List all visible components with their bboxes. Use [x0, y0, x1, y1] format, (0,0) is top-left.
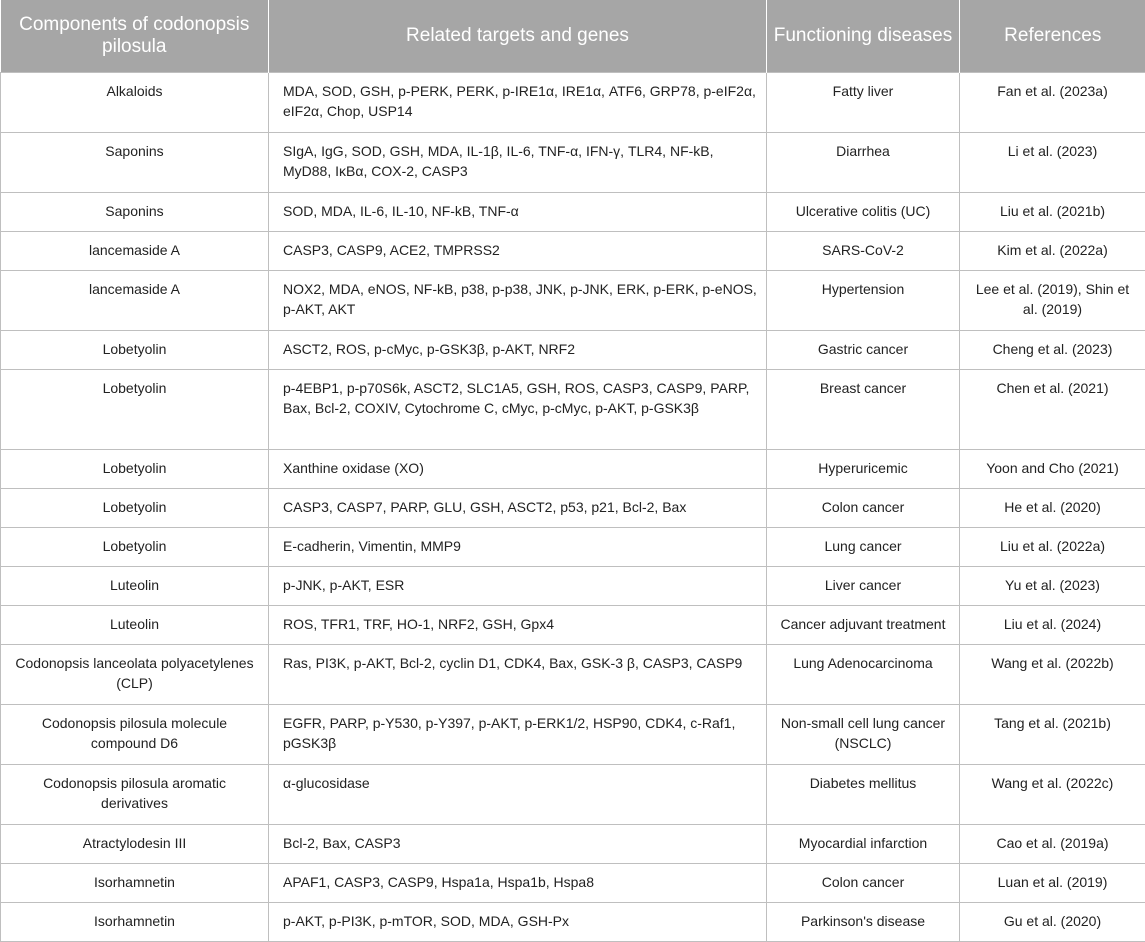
disease-cell: Colon cancer: [767, 864, 960, 903]
reference-cell: Liu et al. (2022a): [960, 528, 1145, 567]
table-row: [1, 489, 1145, 528]
disease-cell: SARS-CoV-2: [767, 232, 960, 271]
table-row: [1, 331, 1145, 370]
reference-cell: Wang et al. (2022b): [960, 645, 1145, 705]
component-cell: Isorhamnetin: [1, 903, 269, 942]
header-targets-genes: Related targets and genes: [269, 0, 767, 73]
component-cell: Alkaloids: [1, 73, 269, 133]
table-row: [1, 73, 1145, 133]
component-cell: Saponins: [1, 133, 269, 193]
disease-cell: Hyperuricemic: [767, 450, 960, 489]
reference-cell: Liu et al. (2021b): [960, 193, 1145, 232]
table-row: [1, 133, 1145, 193]
table-row: [1, 825, 1145, 864]
component-cell: Atractylodesin III: [1, 825, 269, 864]
header-references: References: [960, 0, 1145, 73]
component-cell: lancemaside A: [1, 271, 269, 331]
component-cell: Saponins: [1, 193, 269, 232]
genes-cell: ASCT2, ROS, p-cMyc, p-GSK3β, p-AKT, NRF2: [269, 331, 767, 370]
table-body: [1, 73, 1145, 942]
reference-cell: Gu et al. (2020): [960, 903, 1145, 942]
disease-cell: Non-small cell lung cancer (NSCLC): [767, 705, 960, 765]
genes-cell: CASP3, CASP9, ACE2, TMPRSS2: [269, 232, 767, 271]
table-row: [1, 765, 1145, 825]
genes-cell: APAF1, CASP3, CASP9, Hspa1a, Hspa1b, Hspa8: [269, 864, 767, 903]
genes-cell: Xanthine oxidase (XO): [269, 450, 767, 489]
reference-cell: He et al. (2020): [960, 489, 1145, 528]
reference-cell: Fan et al. (2023a): [960, 73, 1145, 133]
disease-cell: Fatty liver: [767, 73, 960, 133]
table-row: [1, 903, 1145, 942]
component-cell: Isorhamnetin: [1, 864, 269, 903]
table-row: [1, 450, 1145, 489]
component-cell: lancemaside A: [1, 232, 269, 271]
reference-cell: Wang et al. (2022c): [960, 765, 1145, 825]
disease-cell: Myocardial infarction: [767, 825, 960, 864]
component-cell: Lobetyolin: [1, 450, 269, 489]
genes-cell: α-glucosidase: [269, 765, 767, 825]
table-row: [1, 528, 1145, 567]
reference-cell: Cao et al. (2019a): [960, 825, 1145, 864]
disease-cell: Hypertension: [767, 271, 960, 331]
reference-cell: Lee et al. (2019), Shin et al. (2019): [960, 271, 1145, 331]
table-row: [1, 567, 1145, 606]
disease-cell: Liver cancer: [767, 567, 960, 606]
component-cell: Lobetyolin: [1, 370, 269, 450]
component-cell: Lobetyolin: [1, 528, 269, 567]
genes-cell: p-AKT, p-PI3K, p-mTOR, SOD, MDA, GSH-Px: [269, 903, 767, 942]
table-row: [1, 193, 1145, 232]
genes-cell: ROS, TFR1, TRF, HO-1, NRF2, GSH, Gpx4: [269, 606, 767, 645]
component-cell: Luteolin: [1, 606, 269, 645]
component-cell: Codonopsis pilosula aromatic derivatives: [1, 765, 269, 825]
genes-cell: NOX2, MDA, eNOS, NF-kB, p38, p-p38, JNK, p-JNK, ERK, p-ERK, p-eNOS, p-AKT, AKT: [269, 271, 767, 331]
table-row: [1, 645, 1145, 705]
header-diseases: Functioning diseases: [767, 0, 960, 73]
genes-cell: E-cadherin, Vimentin, MMP9: [269, 528, 767, 567]
table-row: [1, 232, 1145, 271]
disease-cell: Gastric cancer: [767, 331, 960, 370]
table-row: [1, 370, 1145, 450]
genes-cell: EGFR, PARP, p-Y530, p-Y397, p-AKT, p-ERK1/2, HSP90, CDK4, c-Raf1, pGSK3β: [269, 705, 767, 765]
genes-cell: SOD, MDA, IL-6, IL-10, NF-kB, TNF-α: [269, 193, 767, 232]
disease-cell: Cancer adjuvant treatment: [767, 606, 960, 645]
reference-cell: Yu et al. (2023): [960, 567, 1145, 606]
genes-cell: p-JNK, p-AKT, ESR: [269, 567, 767, 606]
table-row: [1, 606, 1145, 645]
component-cell: Lobetyolin: [1, 331, 269, 370]
reference-cell: Yoon and Cho (2021): [960, 450, 1145, 489]
header-components: Components of codonopsis pilosula: [1, 0, 269, 73]
table-row: [1, 864, 1145, 903]
genes-cell: MDA, SOD, GSH, p-PERK, PERK, p-IRE1α, IRE1α, ATF6, GRP78, p-eIF2α, eIF2α, Chop, USP14: [269, 73, 767, 133]
table-row: [1, 705, 1145, 765]
genes-cell: Ras, PI3K, p-AKT, Bcl-2, cyclin D1, CDK4, Bax, GSK-3 β, CASP3, CASP9: [269, 645, 767, 705]
disease-cell: Diabetes mellitus: [767, 765, 960, 825]
reference-cell: Li et al. (2023): [960, 133, 1145, 193]
disease-cell: Colon cancer: [767, 489, 960, 528]
component-cell: Lobetyolin: [1, 489, 269, 528]
table-row: [1, 271, 1145, 331]
genes-cell: Bcl-2, Bax, CASP3: [269, 825, 767, 864]
reference-cell: Chen et al. (2021): [960, 370, 1145, 450]
genes-cell: CASP3, CASP7, PARP, GLU, GSH, ASCT2, p53, p21, Bcl-2, Bax: [269, 489, 767, 528]
reference-cell: Liu et al. (2024): [960, 606, 1145, 645]
component-cell: Luteolin: [1, 567, 269, 606]
genes-cell: p-4EBP1, p-p70S6k, ASCT2, SLC1A5, GSH, ROS, CASP3, CASP9, PARP, Bax, Bcl-2, COXIV, Cytochrome C, cMyc, p-cMyc, p-AKT, p-GSK3β: [269, 370, 767, 450]
disease-cell: Parkinson's disease: [767, 903, 960, 942]
genes-cell: SIgA, IgG, SOD, GSH, MDA, IL-1β, IL-6, TNF-α, IFN-γ, TLR4, NF-kB, MyD88, IκBα, COX-2, CASP3: [269, 133, 767, 193]
table-header: [1, 0, 1145, 73]
component-cell: Codonopsis lanceolata polyacetylenes (CLP): [1, 645, 269, 705]
reference-cell: Kim et al. (2022a): [960, 232, 1145, 271]
disease-cell: Diarrhea: [767, 133, 960, 193]
component-cell: Codonopsis pilosula molecule compound D6: [1, 705, 269, 765]
header-row: [1, 0, 1145, 73]
disease-cell: Ulcerative colitis (UC): [767, 193, 960, 232]
disease-cell: Lung cancer: [767, 528, 960, 567]
disease-cell: Breast cancer: [767, 370, 960, 450]
reference-cell: Cheng et al. (2023): [960, 331, 1145, 370]
reference-cell: Luan et al. (2019): [960, 864, 1145, 903]
reference-cell: Tang et al. (2021b): [960, 705, 1145, 765]
disease-cell: Lung Adenocarcinoma: [767, 645, 960, 705]
